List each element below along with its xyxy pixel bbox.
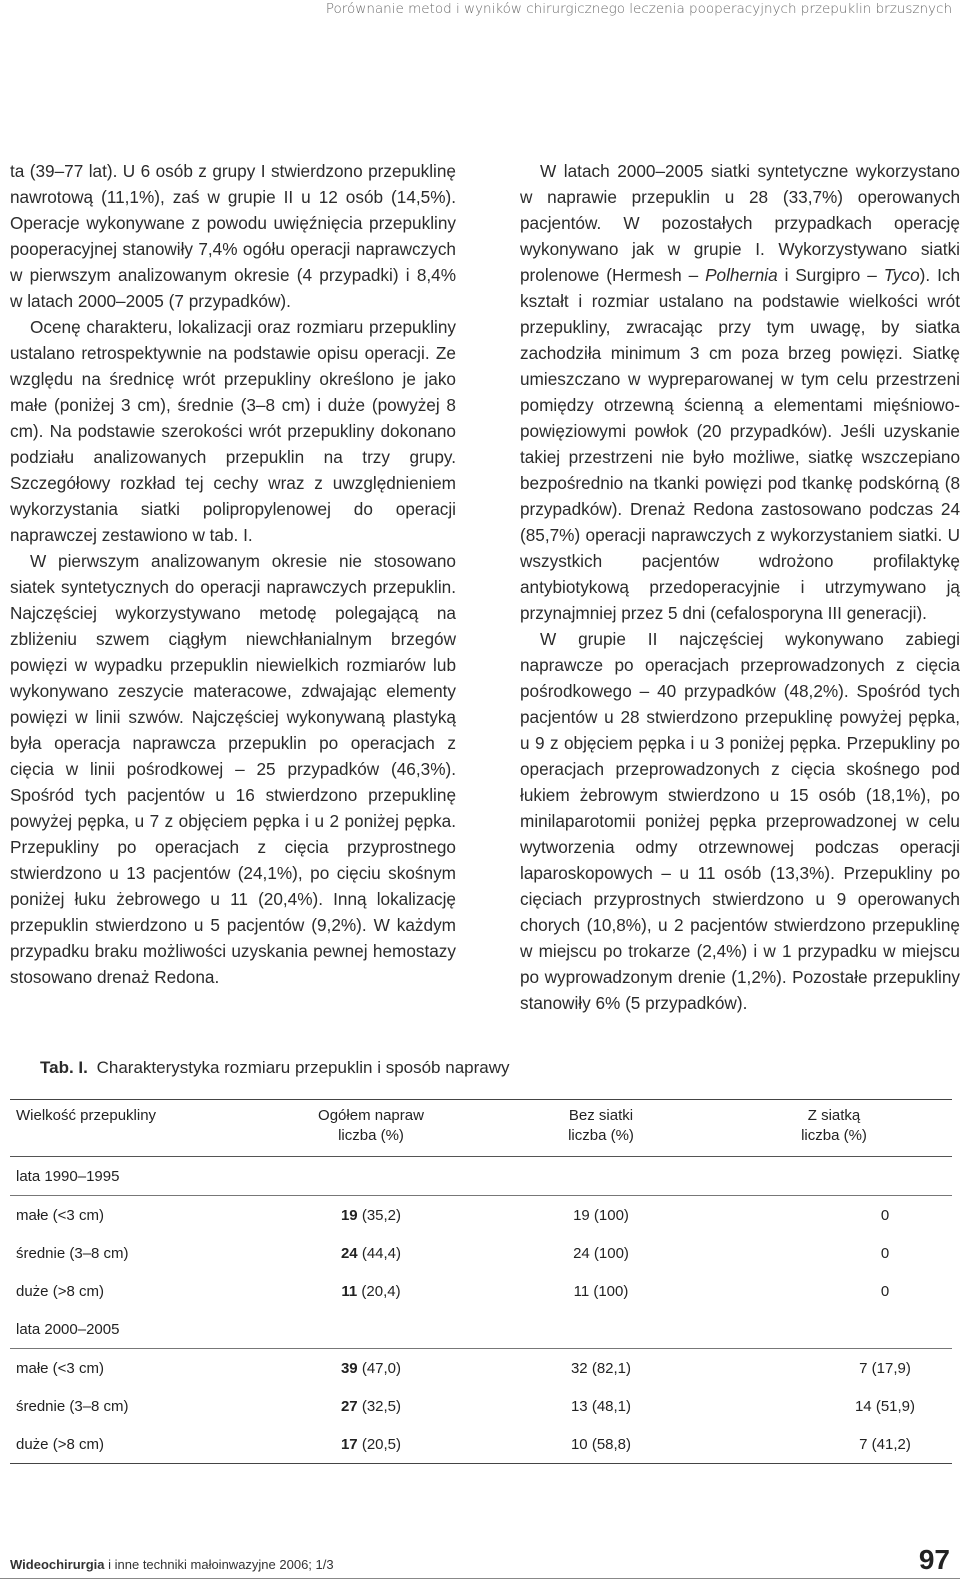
with-mesh-cell — [716, 1387, 952, 1425]
table-row — [10, 1234, 952, 1272]
size-cell: małe (<3 cm) — [10, 1349, 256, 1388]
table-caption-label: Tab. I. — [40, 1058, 88, 1077]
paragraph: W grupie II najczęściej wykonywano zabiegi naprawcze po operacjach przeprowadzonych z cięcia pośrodkowego – 40 przypadków (48,2%). Spośród tych pacjentów u 28 stwierdzono przepuklinę powyżej pępka, u 9 z objęciem pępka i u 3 poniżej pępka. Przepukliny po operacjach przeprowadzonych z cięcia skośnego pod łukiem żebrowym stwierdzono u 15 osób (18,1%), po minilaparotomii poniżej pępka przeprowadzonej w celu wytworzenia odmy otrzewnowej podczas operacji laparoskopowych – u 11 osób (13,3%). Przepukliny po cięciach przyprostnych stwierdzono u 9 operowanych chorych (10,8%), u 2 pacjentów stwierdzono przepuklinę w miejscu po trokarze (2,4%) i w 1 przypadku w miejscu po wyprowadzonym drenie (1,2%). Pozostałe przepukliny stanowiły 6% (5 przypadków). — [520, 629, 960, 1013]
table-row — [10, 1425, 952, 1464]
table-row — [10, 1272, 952, 1310]
group-row — [10, 1157, 952, 1196]
table-row — [10, 1349, 952, 1388]
header-without-line2: liczba (%) — [568, 1127, 634, 1144]
text-run: i Surgipro – — [777, 265, 884, 285]
without-mesh-cell: 19 (100) — [486, 1196, 716, 1235]
paragraph: W pierwszym analizowanym okresie nie stosowano siatek syntetycznych do operacji naprawczych przepuklin. Najczęściej wykorzystywano metodę polegającą na zbliżeniu szwem ciągłym niewchłanialnym brzegów powięzi w wypadku przepuklin niewielkich rozmiarów lub wykonywano zeszycie materacowe, zdwajając elementy powięzi w linii szwów. Najczęściej wykonywaną plastyką była operacja naprawcza przepuklin po operacjach z cięcia w linii pośrodkowej – 25 przypadków (46,3%). Spośród tych pacjentów u 16 stwierdzono przepuklinę powyżej pępka, u 7 z objęciem pępka i u 2 poniżej pępka. Przepukliny po operacjach z cięcia przyprostnego stwierdzono u 13 pacjentów (24,1%), po cięciu skośnym poniżej łuku żebrowego u 11 (20,4%). Inną lokalizację przepuklin stwierdzono u 5 pacjentów (9,2%). W każdym przypadku braku możliwości uzyskania pewnej hemostazy stosowano drenaż Redona. — [10, 551, 456, 987]
hernia-size-table — [10, 1099, 952, 1464]
with-mesh-value: 7 (17,9) — [859, 1359, 911, 1377]
total-count: 17 — [340, 1435, 358, 1453]
total-percent: (32,5) — [361, 1397, 402, 1415]
total-count: 24 — [340, 1244, 358, 1262]
paragraph: Ocenę charakteru, lokalizacji oraz rozmiaru przepukliny ustalano retrospektywnie na podstawie opisu operacji. Ze względu na średnicę wrót przepukliny określono je jako małe (poniżej 3 cm), średnie (3–8 cm) i duże (powyżej 8 cm). Na podstawie szerokości wrót przepukliny dokonano podziału analizowanych przepuklin na trzy grupy. Szczegółowy rozkład tej cechy wraz z uwzględnieniem wykorzystania siatki polipropylenowej do operacji naprawczej zestawiono w tab. I. — [10, 317, 456, 545]
text-run: W latach 2000–2005 siatki syntetyczne wykorzystano w naprawie przepuklin u 28 (33,7%) operowanych pacjentów. W pozostałych przypadkach operację wykonywano jak w grupie I. Wykorzystywano siatki prolenowe (Hermesh – — [520, 161, 960, 285]
total-count: 27 — [340, 1397, 358, 1415]
with-mesh-value: 0 — [880, 1244, 890, 1262]
without-mesh-cell: 32 (82,1) — [486, 1349, 716, 1388]
total-cell — [256, 1425, 486, 1464]
total-count: 19 — [340, 1206, 358, 1224]
footer-divider — [0, 1578, 960, 1579]
right-text-column — [520, 158, 960, 1016]
total-percent: (20,4) — [361, 1282, 401, 1300]
with-mesh-cell — [716, 1349, 952, 1388]
table-caption-text: Charakterystyka rozmiaru przepuklin i sposób naprawy — [96, 1058, 510, 1077]
header-with-line1: Z siatką — [807, 1107, 861, 1124]
table-header-row — [10, 1100, 952, 1157]
without-mesh-cell: 24 (100) — [573, 1244, 629, 1262]
table-caption — [40, 1058, 510, 1078]
header-without-line1: Bez siatki — [568, 1107, 634, 1124]
journal-name: Wideochirurgia — [10, 1557, 105, 1572]
header-total-line1: Ogółem napraw — [318, 1107, 424, 1124]
header-total-line2: liczba (%) — [338, 1127, 404, 1144]
total-cell — [256, 1234, 486, 1272]
total-cell — [256, 1349, 486, 1388]
total-count: 11 — [341, 1282, 358, 1300]
header-total — [256, 1100, 486, 1157]
total-percent: (35,2) — [361, 1206, 402, 1224]
size-cell: duże (>8 cm) — [16, 1282, 104, 1300]
size-cell: duże (>8 cm) — [10, 1425, 256, 1464]
total-cell — [256, 1387, 486, 1425]
total-percent: (20,5) — [361, 1435, 402, 1453]
without-mesh-cell: 10 (58,8) — [486, 1425, 716, 1464]
journal-issue: i inne techniki małoinwazyjne 2006; 1/3 — [104, 1557, 334, 1572]
with-mesh-value: 14 (51,9) — [854, 1397, 916, 1415]
paragraph: ta (39–77 lat). U 6 osób z grupy I stwierdzono przepuklinę nawrotową (11,1%), zaś w grupie II u 12 osób (14,5%). Operacje wykonywane z powodu uwięźnięcia przepukliny pooperacyjnej stanowiły 7,4% ogółu operacji naprawczych w pierwszym analizowanym okresie (4 przypadki) i 8,4% w latach 2000–2005 (7 przypadków). — [10, 161, 456, 311]
table-row — [10, 1387, 952, 1425]
page-number: 97 — [918, 1544, 950, 1575]
total-cell — [256, 1196, 486, 1235]
with-mesh-value: 0 — [880, 1206, 890, 1224]
with-mesh-cell — [716, 1272, 952, 1310]
without-mesh-cell: 13 (48,1) — [570, 1397, 632, 1415]
paragraph — [520, 158, 960, 626]
with-mesh-value: 0 — [880, 1282, 890, 1300]
with-mesh-cell — [716, 1196, 952, 1235]
size-cell: średnie (3–8 cm) — [16, 1244, 129, 1262]
total-cell — [256, 1272, 486, 1310]
with-mesh-cell — [716, 1425, 952, 1464]
size-cell: małe (<3 cm) — [10, 1196, 256, 1235]
size-cell: średnie (3–8 cm) — [16, 1397, 129, 1415]
left-text-column — [10, 158, 456, 990]
group-row — [10, 1310, 952, 1349]
total-count: 39 — [340, 1359, 358, 1377]
without-mesh-cell: 11 (100) — [573, 1282, 629, 1300]
header-size-label: Wielkość przepukliny — [16, 1107, 157, 1124]
running-header: Porównanie metod i wyników chirurgicznego leczenia pooperacyjnych przepuklin brzusznych — [325, 1, 952, 17]
with-mesh-value: 7 (41,2) — [859, 1435, 911, 1453]
group-label: lata 1990–1995 — [16, 1167, 120, 1185]
with-mesh-cell — [716, 1234, 952, 1272]
header-with-mesh — [716, 1100, 952, 1157]
text-run: ). Ich kształt i rozmiar ustalano na podstawie wielkości wrót przepukliny, zwracając przy tym uwagę, by siatka zachodziła minimum 3 cm poza brzeg powięzi. Siatkę umieszczano w wypreparowanej w tym celu przestrzeni pomiędzy otrzewną ścienną a elementami mięśniowo-powięziowymi powłok (20 przypadków). Jeśli uzyskanie takiej przestrzeni nie było możliwe, siatkę wszczepiano bezpośrednio na tkanki powięzi pod tkankę podskórną (8 przypadków). Drenaż Redona zastosowano podczas 24 (85,7%) operacji naprawczych z wykorzystaniem siatki. U wszystkich pacjentów wdrożono profilaktykę antybiotykową przedoperacyjnie i utrzymywano ją przynajmniej przez 5 dni (cefalosporyna III generacji). — [520, 265, 960, 623]
text-run-italic: Polhernia — [705, 265, 778, 285]
header-size — [10, 1100, 256, 1157]
journal-citation — [10, 1557, 334, 1572]
group-label: lata 2000–2005 — [16, 1320, 120, 1338]
header-with-line2: liczba (%) — [801, 1127, 867, 1144]
text-run-italic: Tyco — [883, 265, 920, 285]
total-percent: (47,0) — [361, 1359, 402, 1377]
total-percent: (44,4) — [361, 1244, 402, 1262]
table-row — [10, 1196, 952, 1235]
header-without-mesh — [486, 1100, 716, 1157]
